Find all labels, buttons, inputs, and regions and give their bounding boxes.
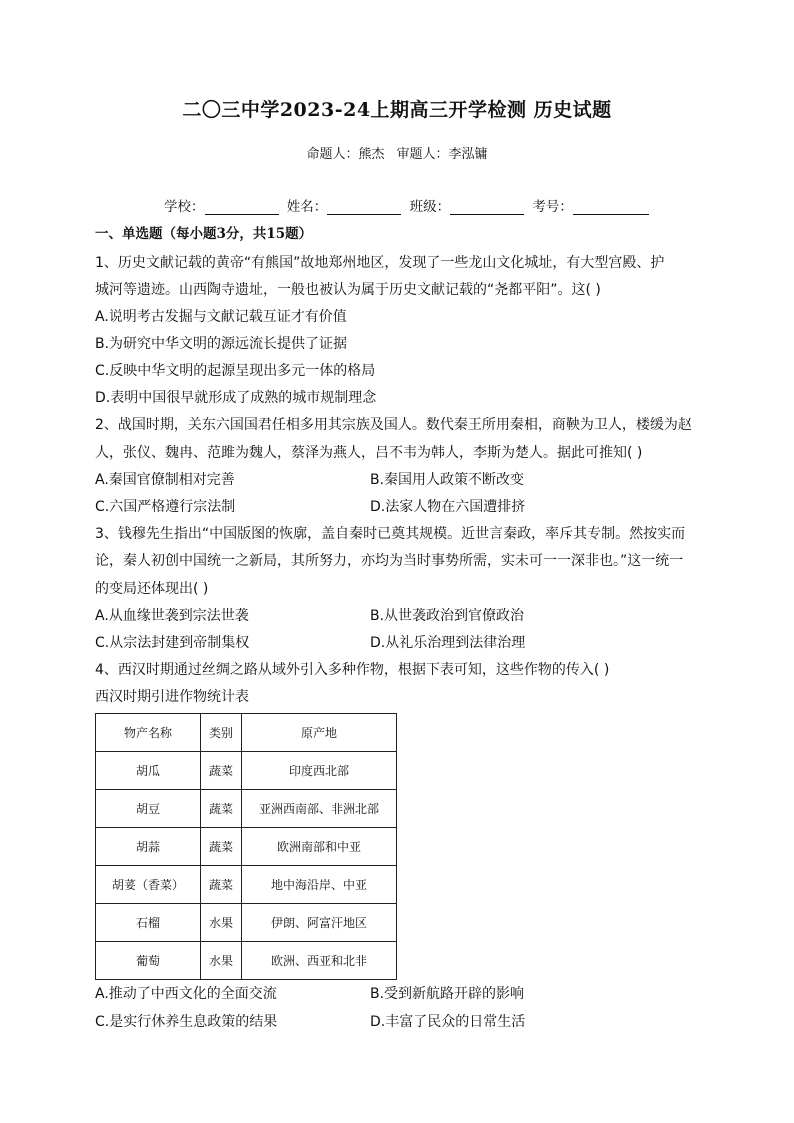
class-blank[interactable] [450,200,524,215]
table-header-cell: 类别 [201,714,242,752]
school-blank[interactable] [205,200,279,215]
q4-table-caption: 西汉时期引进作物统计表 [95,689,249,705]
table-cell: 胡瓜 [96,752,201,790]
q2-stem-line2: 人，张仪、魏冉、范雎为魏人，蔡泽为燕人，吕不韦为韩人，李斯为楚人。据此可推知( ) [95,445,643,461]
school-label: 学校： [164,199,205,215]
name-blank[interactable] [327,200,401,215]
exam-no-blank[interactable] [573,200,649,215]
crop-table [95,713,397,980]
table-cell: 胡蒜 [96,828,201,866]
table-header-cell: 物产名称 [96,714,201,752]
q1-stem-line1: 1、历史文献记载的黄帝“有熊国”故地郑州地区，发现了一些龙山文化城址，有大型宫殿、护 [95,255,665,271]
table-cell: 印度西北部 [242,752,397,790]
table-cell: 石榴 [96,904,201,942]
q3-option-b[interactable]: B.从世袭政治到官僚政治 [370,608,525,624]
table-cell: 亚洲西南部、非洲北部 [242,790,397,828]
table-cell: 葡萄 [96,942,201,980]
table-row [96,866,397,904]
table-cell: 欧洲、西亚和北非 [242,942,397,980]
reviewer-text: 审题人：李泓镛 [396,147,488,162]
q1-option-c[interactable]: C.反映中华文明的起源呈现出多元一体的格局 [95,363,376,379]
q2-option-b[interactable]: B.秦国用人政策不断改变 [370,472,525,488]
q2-option-d[interactable]: D.法家人物在六国遭排挤 [370,499,526,515]
table-header-row [96,714,397,752]
q1-option-b[interactable]: B.为研究中华文明的源远流长提供了证据 [95,336,348,352]
table-row [96,752,397,790]
q3-stem-line2: 论，秦人初创中国统一之新局，其所努力，亦均为当时事势所需，实未可一一深非也。”这一统一 [95,553,684,569]
table-row [96,904,397,942]
exam-title: 二〇三中学2023-24上期高三开学检测 历史试题 [182,99,612,121]
table-cell: 伊朗、阿富汗地区 [242,904,397,942]
author-line [0,143,794,162]
q3-option-d[interactable]: D.从礼乐治理到法律治理 [370,635,526,651]
section-title: 一、单选题（每小题3分，共15题） [95,226,313,242]
q2-option-a[interactable]: A.秦国官僚制相对完善 [95,472,235,488]
table-row [96,828,397,866]
table-cell: 胡荽（香菜） [96,866,201,904]
exam-no-label: 考号： [532,199,573,215]
table-cell: 蔬菜 [201,752,242,790]
table-cell: 水果 [201,904,242,942]
name-label: 姓名： [286,199,328,215]
table-cell: 蔬菜 [201,790,242,828]
proposer-text: 命题人：熊杰 [306,147,385,162]
table-row [96,942,397,980]
q2-option-c[interactable]: C.六国严格遵行宗法制 [95,499,236,515]
q4-option-c[interactable]: C.是实行休养生息政策的结果 [95,1014,278,1030]
q3-stem-line1: 3、钱穆先生指出“中国版图的恢廓，盖自秦时已奠其规模。近世言秦政，率斥其专制。然按实而 [95,526,686,542]
q4-option-b[interactable]: B.受到新航路开辟的影响 [370,986,525,1002]
q4-stem-line1: 4、西汉时期通过丝绸之路从域外引入多种作物，根据下表可知，这些作物的传入( ) [95,662,610,678]
table-cell: 水果 [201,942,242,980]
table-cell: 蔬菜 [201,866,242,904]
q1-stem-line2: 城河等遗迹。山西陶寺遗址，一般也被认为属于历史文献记载的“尧都平阳”。这( ) [95,282,601,298]
table-header-cell: 原产地 [242,714,397,752]
table-cell: 蔬菜 [201,828,242,866]
q4-option-d[interactable]: D.丰富了民众的日常生活 [370,1014,526,1030]
q1-option-d[interactable]: D.表明中国很早就形成了成熟的城市规制理念 [95,390,377,406]
table-cell: 胡豆 [96,790,201,828]
q1-option-a[interactable]: A.说明考古发掘与文献记载互证才有价值 [95,309,347,325]
class-label: 班级： [409,199,451,215]
table-cell: 欧洲南部和中亚 [242,828,397,866]
q3-stem-line3: 的变局还体现出( ) [95,581,209,597]
q4-option-a[interactable]: A.推动了中西文化的全面交流 [95,986,277,1002]
q2-stem-line1: 2、战国时期，关东六国国君任相多用其宗族及国人。数代秦王所用秦相，商鞅为卫人，楼缓为赵 [95,417,692,433]
q3-option-c[interactable]: C.从宗法封建到帝制集权 [95,635,250,651]
table-cell: 地中海沿岸、中亚 [242,866,397,904]
table-row [96,790,397,828]
q3-option-a[interactable]: A.从血缘世袭到宗法世袭 [95,608,249,624]
student-info-row [164,195,653,215]
